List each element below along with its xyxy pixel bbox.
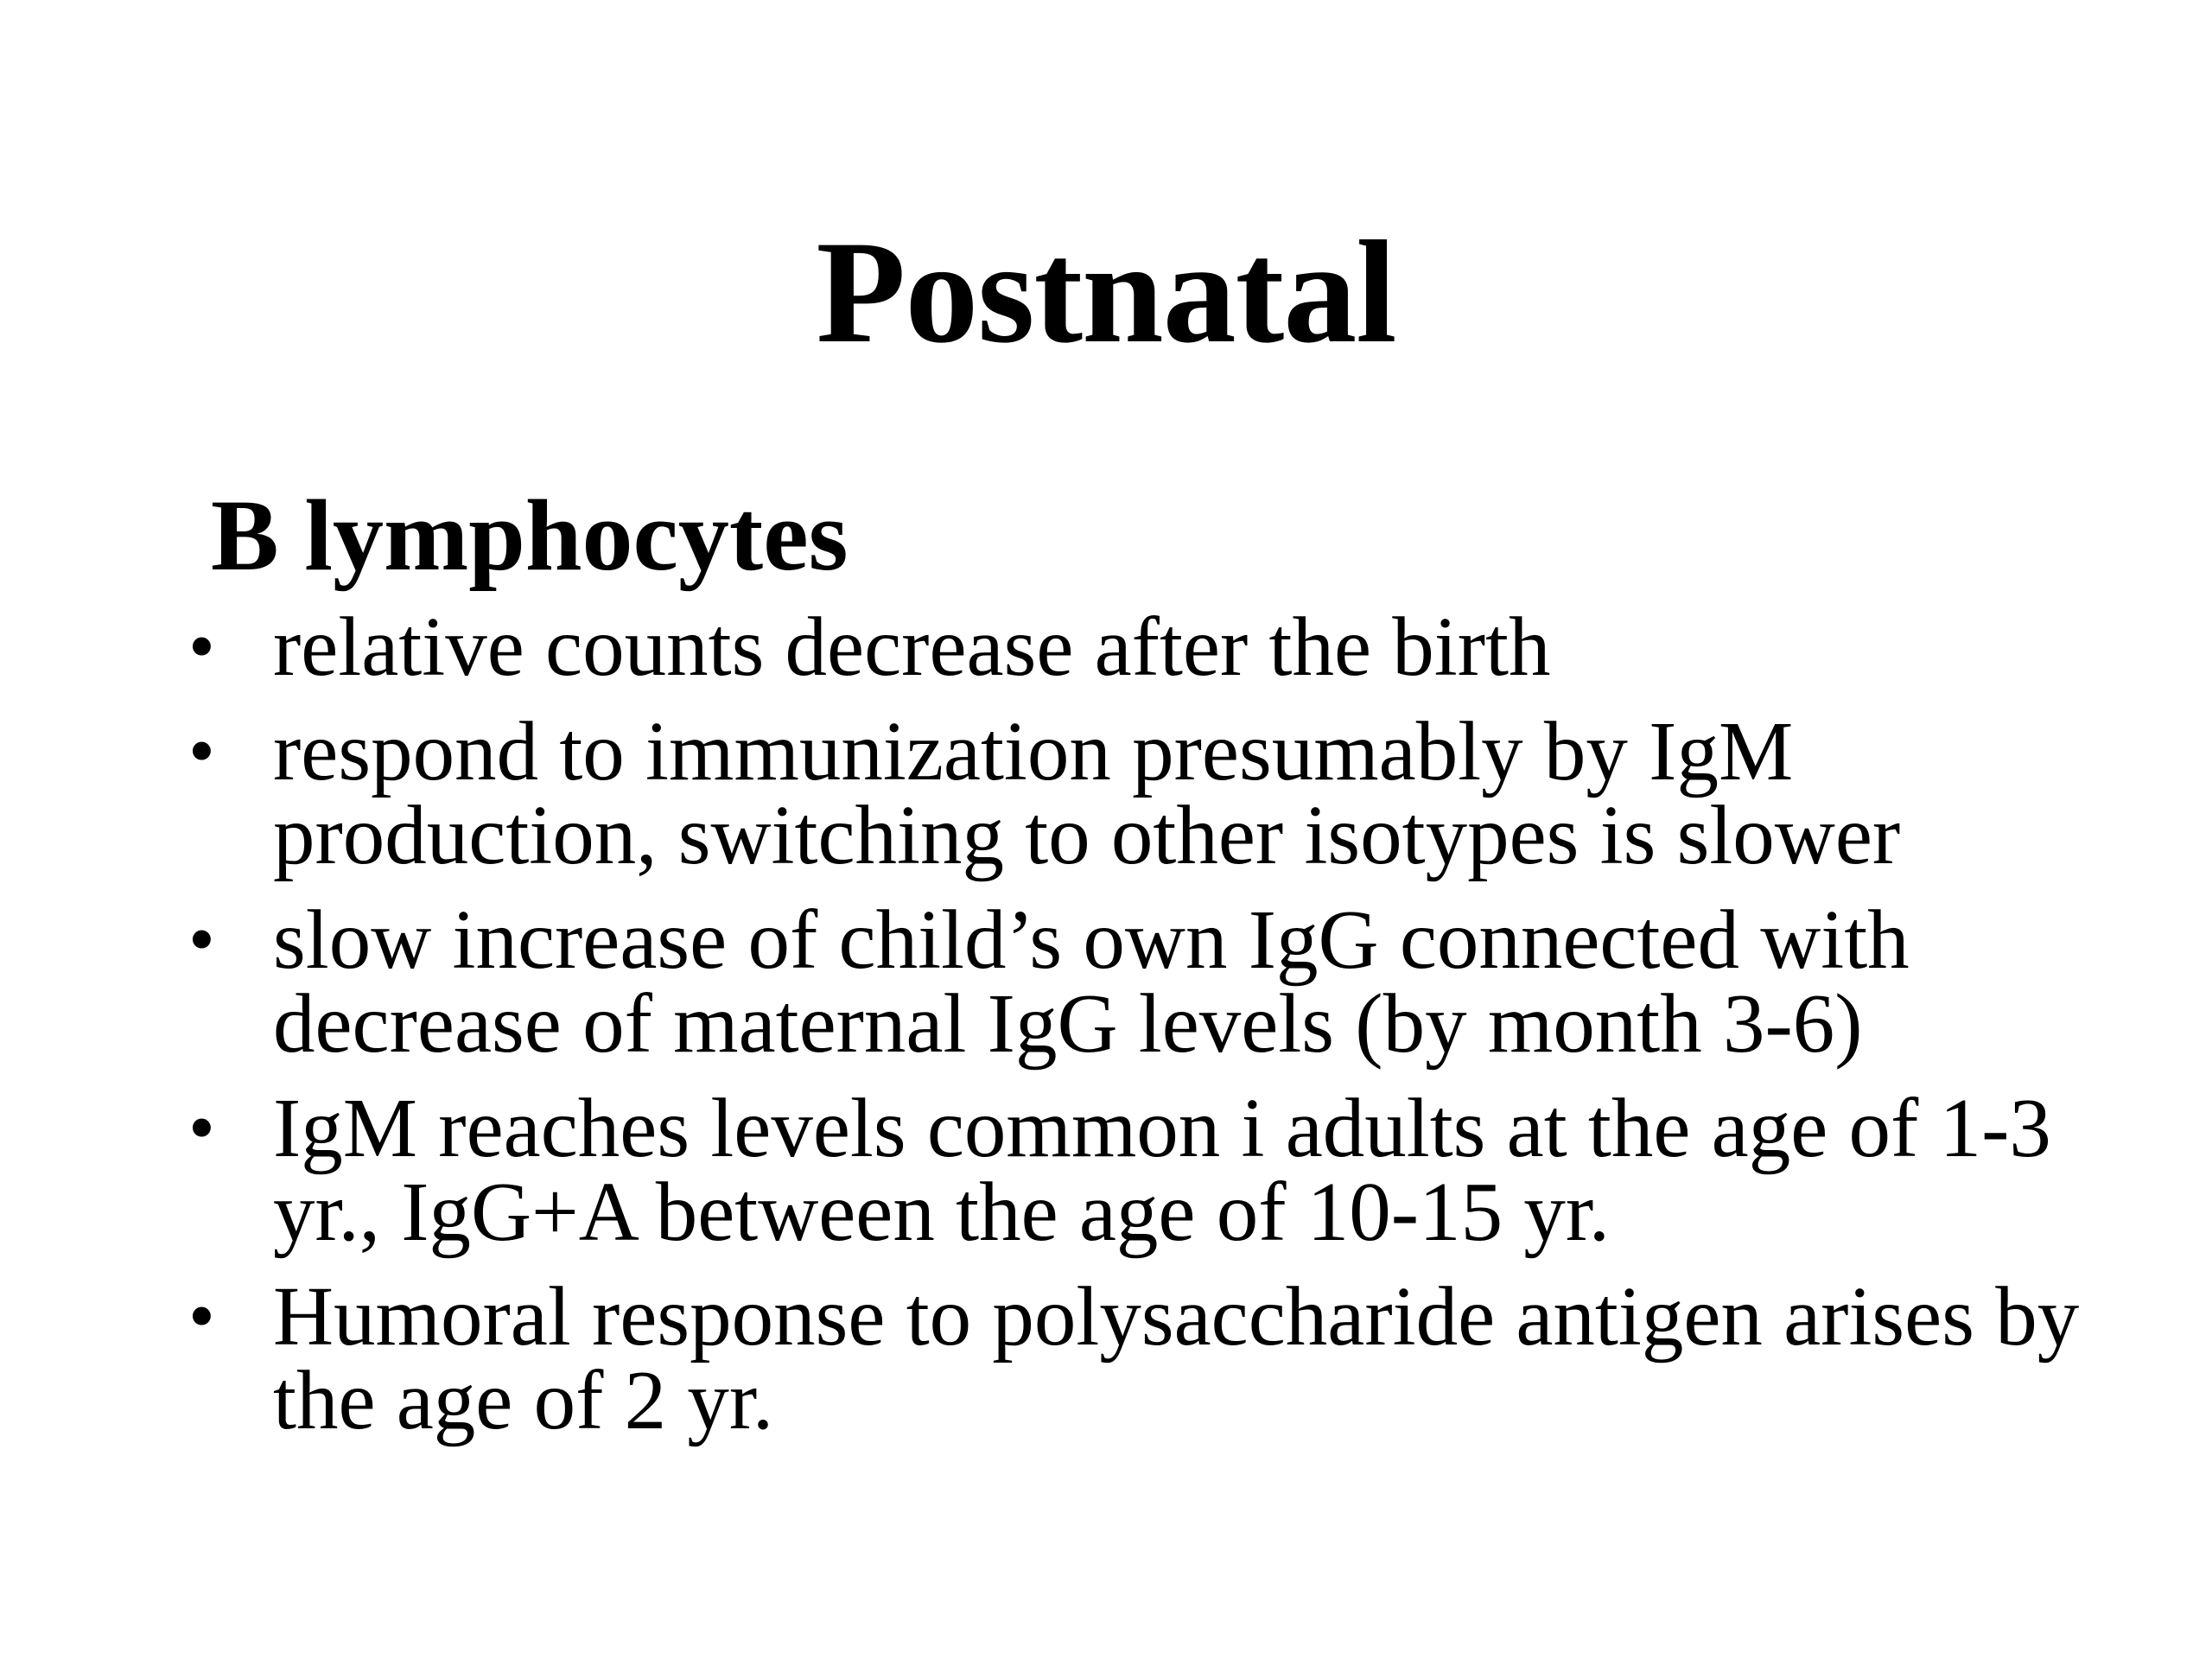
bullet-text: relative counts decrease after the birth	[273, 601, 1551, 693]
bullet-icon: •	[188, 709, 215, 793]
bullet-icon: •	[188, 1274, 215, 1358]
bullet-text: respond to immunization presumably by IgM production, switching to other isotypes is slower	[273, 705, 1901, 881]
bullet-item	[0, 1270, 2088, 1446]
section-heading: B lymphocytes	[211, 479, 849, 592]
bullet-list	[0, 601, 2212, 1463]
bullet-icon: •	[188, 1086, 215, 1170]
bullet-item	[0, 893, 2088, 1070]
slide-title: Postnatal	[816, 211, 1396, 373]
bullet-item	[0, 1082, 2088, 1258]
bullet-text: Humoral response to polysaccharide antigen arises by the age of 2 yr.	[273, 1270, 2080, 1446]
bullet-item	[0, 601, 2088, 693]
bullet-icon: •	[188, 898, 215, 982]
bullet-icon: •	[188, 605, 215, 689]
bullet-text: IgM reaches levels common i adults at the age of 1-3 yr., IgG+A between the age of 10-15 yr.	[273, 1082, 2051, 1258]
bullet-item	[0, 705, 2088, 881]
bullet-text: slow increase of child’s own IgG connected with decrease of maternal IgG levels (by month 3-6)	[273, 893, 1910, 1070]
